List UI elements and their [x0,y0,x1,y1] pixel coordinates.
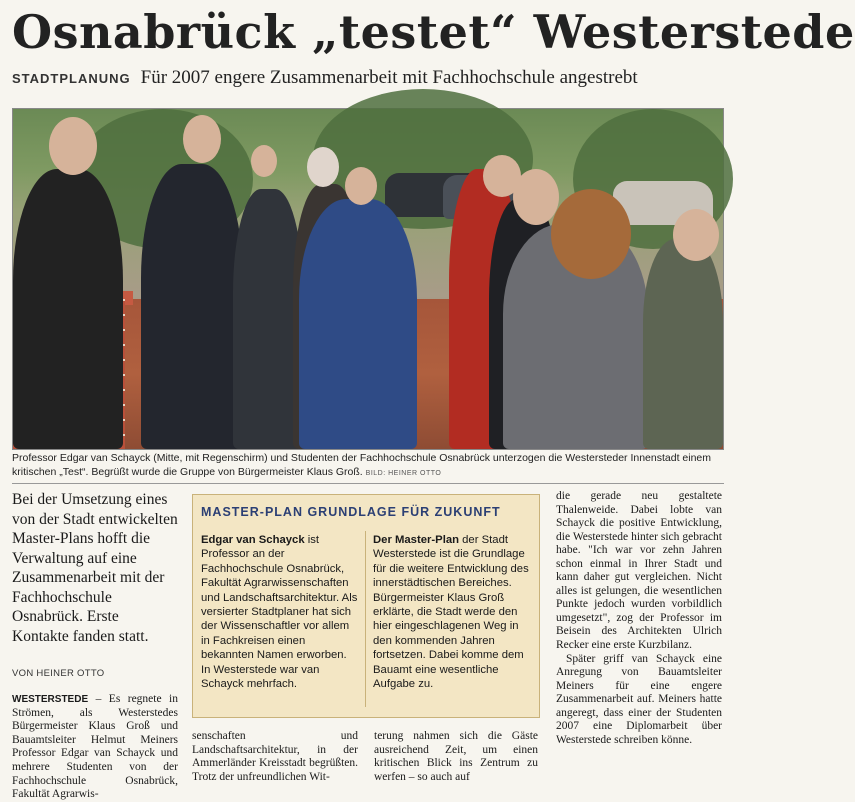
left-column [12,490,178,802]
body-text: – Es regnete in Strömen, als Westerstedes Bürgermeister Klaus Groß und Bauamtsleiter Helmut Meiners Professor Edgar van Schayck und mehrere Studenten von der Fachhochschule Osnabrück, Fakultät Agrarwis- [12,693,178,801]
body-paragraph: die gerade neu gestaltete Thalenweide. Dabei lobte van Schayck die positive Entwicklung, die Westerstede hinter sich gebracht habe. "Ich war vor zehn Jahren schon einmal in Ihrer Stadt und kann daher gut vergleichen. Nicht alles ist gelungen, die wesentlichen Punkte jedoch wurden vorbildlich umgesetzt", zog der Professor im Beisein des Architekten Ulrich Recker eine erste Kurzbilanz. [556,490,722,652]
photo-person [141,164,243,449]
photo-person-head [673,209,719,261]
info-box [192,494,540,718]
info-box-text: ist Professor an der Fachhochschule Osnabrück, Fakultät Agrarwissenschaften und Landschaftsarchitektur. Als versierter Stadtplaner hat sich der Wissenschaftler vor allem in Fachkreisen einen bekannten Namen erworben. In Westerstede war van Schayck mehrfach. [201,534,358,691]
info-box-column-right [373,533,531,691]
photo-person-head [307,147,339,187]
subheadline-row [12,66,722,91]
info-box-divider [365,531,366,707]
photo-person-camo [643,239,723,449]
photo-person-head [49,117,97,175]
photo-person-head [183,115,221,163]
photo-person [13,169,123,449]
body-column-2: senschaften und Landschaftsarchitektur, in der Ammerländer Kreisstadt begrüßten. Trotz der unfreundlichen Wit- [192,730,358,783]
dateline: WESTERSTEDE [12,694,89,705]
body-column-1 [12,693,178,802]
photo-person-head [513,169,559,225]
photo-person-head [551,189,631,279]
caption-text: Professor Edgar van Schayck (Mitte, mit Regenschirm) und Studenten der Fachhochschule Osnabrück unterzogen die Westersteder Innenstadt einem kritischen „Test“. Begrüßt wurde die Gruppe von Bürgermeister Klaus Groß. [12,452,711,478]
photo-caption [12,451,724,481]
photo-credit: BILD: HEINER OTTO [365,470,442,477]
info-box-text: der Stadt Westerstede ist die Grundlage für die weitere Entwicklung des innerstädtischen Bereiches. Bürgermeister Klaus Groß erklärte, die Stadt werde den hier eingeschlagenen Weg in den kommenden Jahren fortsetzen. Dabei komme dem Bauamt eine wesentliche Aufgabe zu. [373,534,529,691]
info-box-lead-bold: Edgar van Schayck [201,534,305,546]
headline: Osnabrück „testet“ Westerstede [12,5,855,59]
photo-person-head [251,145,277,177]
body-column-3: terung nahmen sich die Gäste ausreichend Zeit, um einen kritischen Blick ins Zentrum zu werfen – so auch auf [374,730,538,783]
section-kicker: STADTPLANUNG [12,71,131,86]
body-paragraph: Später griff van Schayck eine Anregung von Bauamtsleiter Meiners für eine engere Zusammenarbeit auf. Meiners hatte angeregt, dass einer der Studenten 2007 eine Diplomarbeit über Westerstede schreiben könne. [556,652,722,746]
info-box-column-left [201,533,359,691]
info-box-title: MASTER-PLAN GRUNDLAGE FÜR ZUKUNFT [201,505,501,519]
photo-person-head [345,167,377,205]
photo-person-blue-jacket [299,199,417,449]
lead-paragraph: Bei der Umsetzung eines von der Stadt entwickelten Master-Plans hofft die Verwaltung auf eine Zusammenarbeit mit der Fachhochschule Osnabrück. Erste Kontakte fanden statt. [12,491,178,645]
subheadline: Für 2007 engere Zusammenarbeit mit Fachhochschule angestrebt [140,67,638,88]
article-photo [12,108,724,450]
info-box-lead-bold: Der Master-Plan [373,534,460,546]
caption-divider [12,483,724,484]
byline: VON HEINER OTTO [12,668,105,679]
body-column-4 [556,490,722,747]
